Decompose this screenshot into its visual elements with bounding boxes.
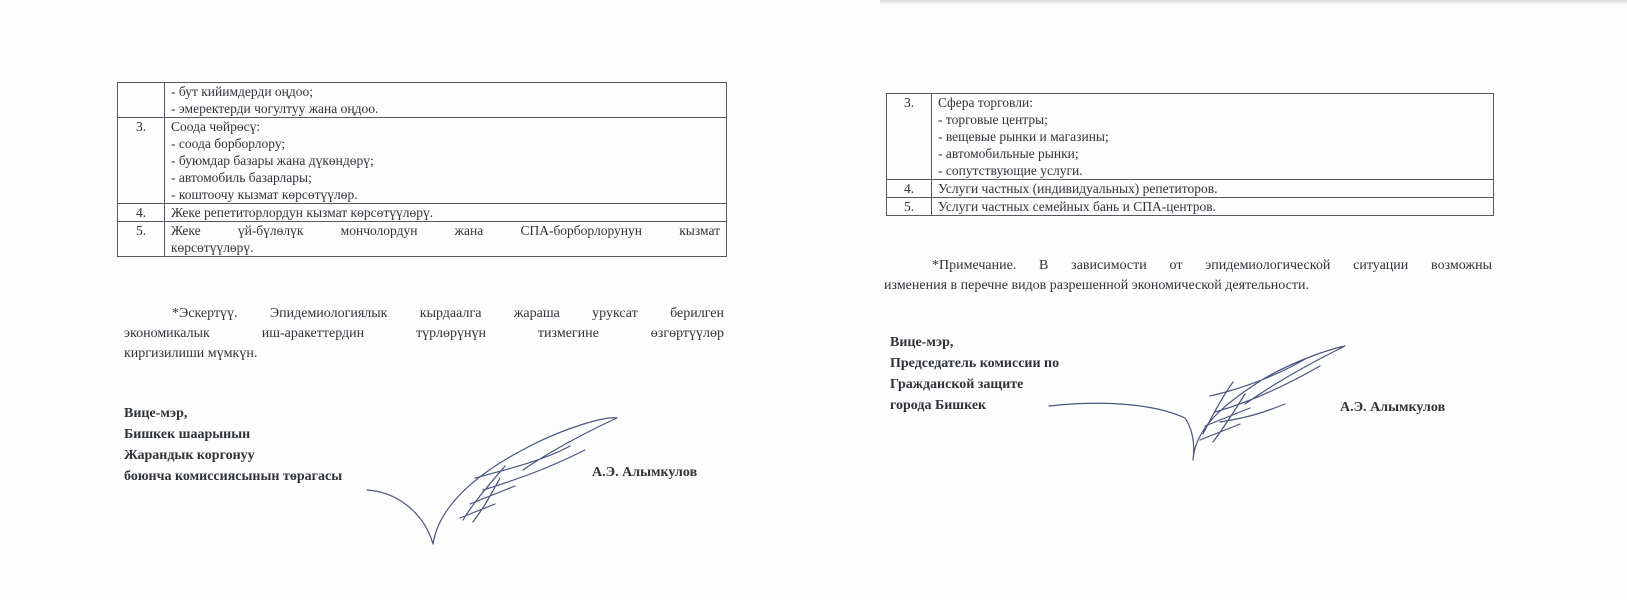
row-line: - торговые центры; [938, 112, 1048, 127]
row-line: - коштоочу кызмат көрсөтүүлөр. [171, 187, 358, 202]
row-number: 3. [887, 94, 932, 180]
row-line: көрсөтүүлөрү. [171, 240, 254, 255]
page-russian [800, 0, 1627, 600]
row-line: - эмеректерди чогултуу жана оңдоо. [171, 101, 379, 116]
row-content [932, 180, 1494, 198]
table-row [887, 180, 1494, 198]
activity-table [886, 93, 1494, 216]
row-number: 4. [887, 180, 932, 198]
page-top-edge [880, 0, 1627, 4]
table-row [887, 198, 1494, 216]
row-content [165, 118, 727, 204]
handwritten-signature [355, 408, 625, 553]
handwritten-signature [1045, 334, 1355, 464]
signatory-line: Жарандык коргонуу [124, 448, 255, 463]
signatory-title-russian [890, 332, 1059, 416]
row-content [165, 222, 727, 257]
table-row [118, 118, 727, 204]
signatory-line: города Бишкек [890, 398, 987, 413]
row-number: 4. [118, 204, 165, 222]
row-line: - автомобильные рынки; [938, 146, 1079, 161]
row-line: Соода чөйрөсү: [171, 119, 261, 134]
signatory-line: боюнча комиссиясынын төрагасы [124, 469, 343, 484]
table-row [887, 94, 1494, 180]
table-row [118, 204, 727, 222]
signatory-line: Вице-мэр, [124, 406, 188, 421]
row-line: - сопутствующие услуги. [938, 163, 1083, 178]
row-line: Услуги частных (индивидуальных) репетиторов. [938, 181, 1218, 196]
row-line: Услуги частных семейных бань и СПА-центров. [938, 199, 1216, 214]
row-line: Жеке үй-бүлөлүк мончолордун жана СПА-борборлорунун кызмат [171, 223, 720, 238]
row-number: 5. [887, 198, 932, 216]
note-russian [884, 256, 1492, 296]
signatory-line: Председатель комиссии по [890, 356, 1060, 371]
row-line: - бут кийимдерди оңдоо; [171, 84, 314, 99]
note-line: изменения в перечне видов разрешенной экономической деятельности. [884, 278, 1309, 293]
row-content [932, 198, 1494, 216]
row-line: Сфера торговли: [938, 95, 1033, 110]
row-line: - вещевые рынки и магазины; [938, 129, 1109, 144]
row-content [165, 83, 727, 118]
signatory-title-kyrgyz [124, 403, 342, 487]
row-line: - соода борборлору; [171, 136, 286, 151]
note-line: *Примечание. В зависимости от эпидемиологической ситуации возможны [932, 258, 1492, 273]
row-line: - автомобиль базарлары; [171, 170, 312, 185]
row-number [118, 83, 165, 118]
note-line: киргизилиши мүмкүн. [124, 346, 258, 361]
row-number: 3. [118, 118, 165, 204]
activity-table [117, 82, 727, 257]
row-number: 5. [118, 222, 165, 257]
row-line: Жеке репетиторлордун кызмат көрсөтүүлөрү. [171, 205, 434, 220]
signatory-line: Гражданской защите [890, 377, 1024, 392]
note-kyrgyz [124, 304, 724, 364]
page-kyrgyz [0, 0, 800, 600]
row-content [165, 204, 727, 222]
signatory-line: Вице-мэр, [890, 335, 954, 350]
signatory-name: А.Э. Алымкулов [1340, 400, 1446, 415]
signatory-name: А.Э. Алымкулов [592, 465, 698, 480]
table-row [118, 222, 727, 257]
row-content [932, 94, 1494, 180]
row-line: - буюмдар базары жана дүкөндөрү; [171, 153, 374, 168]
note-line: экономикалык иш-аракеттердин түрлөрүнүн тизмегине өзгөртүүлөр [124, 326, 724, 341]
table-row [118, 83, 727, 118]
signatory-line: Бишкек шаарынын [124, 427, 251, 442]
note-line: *Эскертүү. Эпидемиологиялык кырдаалга жараша уруксат берилген [172, 306, 724, 321]
